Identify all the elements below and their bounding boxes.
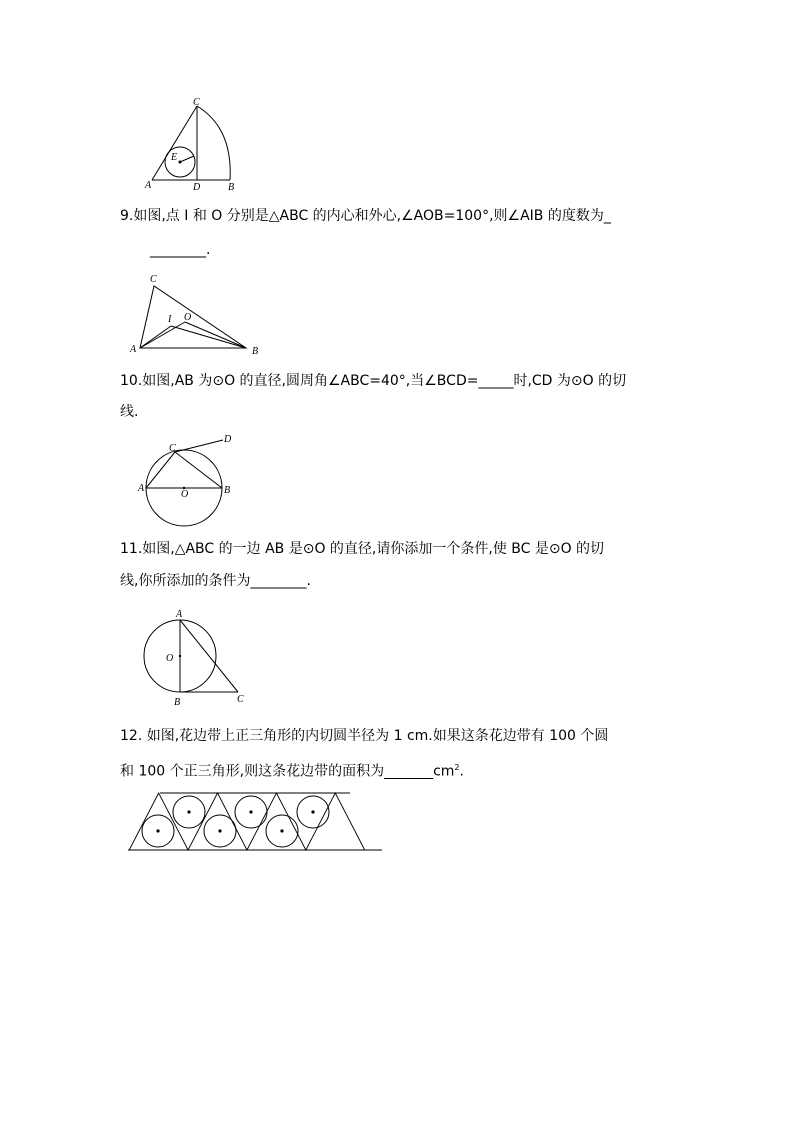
q11-line2: 线,你所添加的条件为________.	[120, 573, 311, 589]
q10-line2: 线.	[120, 404, 139, 420]
segment-ib	[171, 326, 246, 348]
label-a: A	[138, 483, 145, 494]
segment-ob	[185, 322, 246, 348]
segment-ac	[152, 106, 197, 180]
label-d: D	[193, 182, 201, 193]
figure-q12-border-strip	[120, 788, 390, 858]
label-a: A	[145, 180, 152, 191]
center-dot-2	[218, 829, 221, 832]
label-b: B	[228, 182, 235, 193]
strip-zigzag	[129, 793, 365, 850]
segment-ac	[180, 620, 238, 692]
arc-cb	[197, 106, 230, 180]
label-c: C	[237, 694, 244, 705]
center-dot-6	[311, 810, 314, 813]
segment-ao	[140, 322, 185, 348]
label-i: I	[168, 314, 172, 325]
radius-e	[180, 156, 194, 162]
label-o: O	[181, 489, 189, 500]
label-c: C	[169, 443, 176, 454]
label-b: B	[252, 346, 259, 357]
label-b: B	[224, 485, 231, 496]
q10-line1: 10.如图,AB 为⊙O 的直径,圆周角∠ABC=40°,当∠BCD=_____时,CD 为⊙O 的切	[120, 373, 627, 389]
label-o: O	[184, 312, 192, 323]
q12-line1: 12. 如图,花边带上正三角形的内切圆半径为 1 cm.如果这条花边带有 100 个圆	[120, 728, 609, 744]
center-dot-3	[280, 829, 283, 832]
label-d: D	[224, 434, 232, 445]
label-a: A	[176, 609, 183, 620]
label-b: B	[174, 697, 181, 708]
figure-q9-triangle	[128, 270, 268, 360]
figure-q11-circle	[160, 606, 260, 710]
chord-cb	[175, 452, 222, 488]
center-dot-5	[249, 810, 252, 813]
q12-line2-text: 和 100 个正三角形,则这条花边带的面积为_______cm	[120, 763, 455, 780]
q9-line1: 9.如图,点 I 和 O 分别是△ABC 的内心和外心,∠AOB=100°,则∠AIB 的度数为_	[120, 208, 611, 224]
q11-line1: 11.如图,△ABC 的一边 AB 是⊙O 的直径,请你添加一个条件,使 BC 是⊙O 的切	[120, 541, 605, 557]
center-dot-1	[156, 829, 159, 832]
label-o: O	[166, 653, 174, 664]
center-dot-4	[187, 810, 190, 813]
label-a: A	[130, 344, 137, 355]
figure-sector-incircle	[140, 98, 250, 194]
label-e: E	[171, 152, 178, 163]
figure-q10-circle	[138, 433, 248, 533]
q12-line2-end: .	[459, 763, 464, 780]
q12-unit-superscript: 2	[454, 763, 460, 772]
segment-cd	[175, 440, 223, 452]
label-c: C	[150, 274, 157, 285]
q9-line2: ________.	[150, 242, 211, 258]
q12-line2	[120, 758, 464, 782]
center-e-dot	[179, 161, 182, 164]
center-o-dot	[179, 655, 181, 657]
label-c: C	[193, 97, 200, 108]
